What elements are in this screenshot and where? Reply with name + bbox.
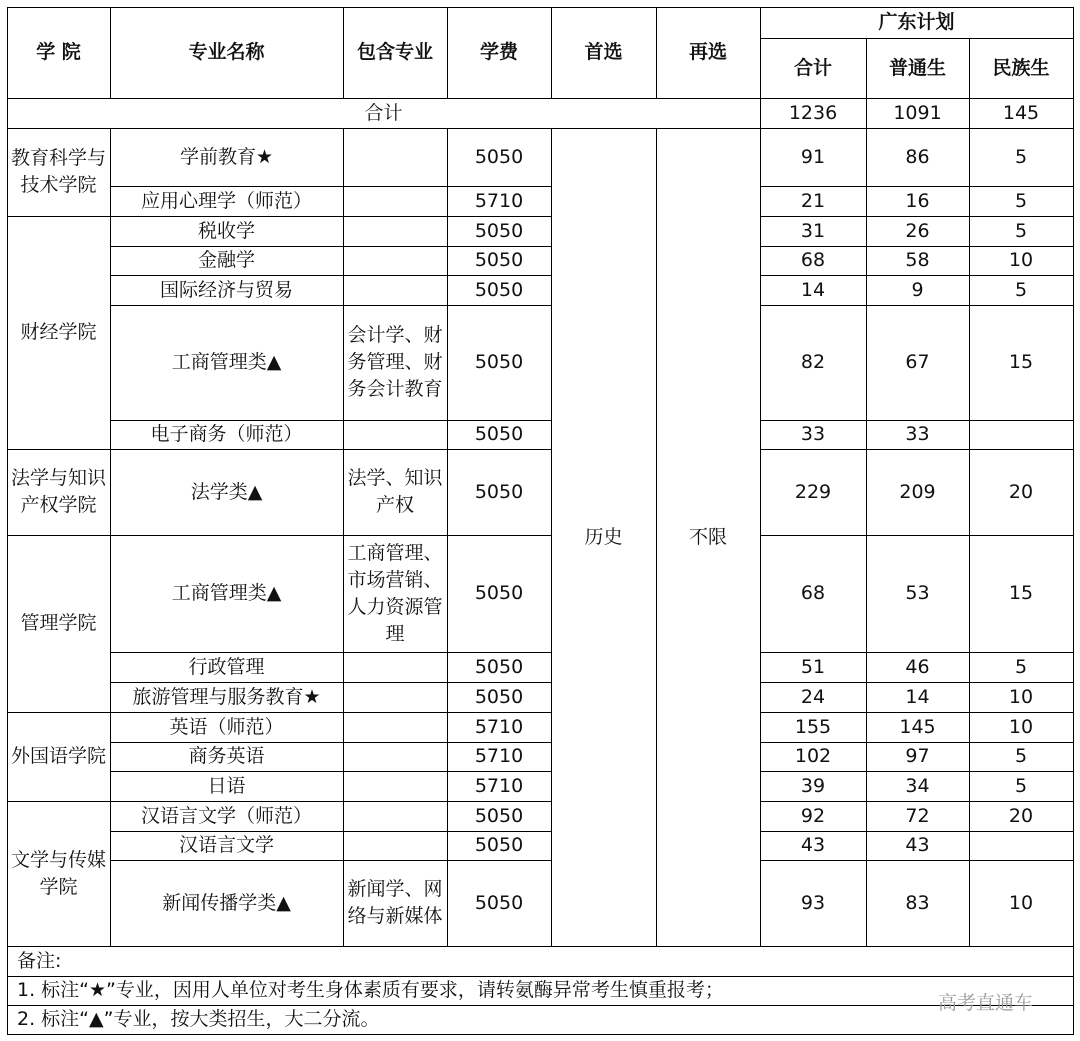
plan-total: 68 — [800, 582, 826, 604]
grid-line — [969, 128, 970, 947]
plan-ethnic: 10 — [1008, 685, 1034, 708]
major-name: 行政管理 — [188, 655, 265, 678]
plan-regular: 67 — [905, 351, 930, 373]
grid-line — [760, 860, 1074, 861]
college-cell: 教育科学与技术学院 — [11, 147, 107, 196]
grid-line — [760, 216, 1074, 217]
plan-ethnic: 5 — [1014, 745, 1028, 767]
major-name: 汉语言文学 — [178, 834, 274, 856]
grid-line — [7, 801, 111, 802]
table-border — [7, 1034, 1074, 1035]
second-choice-value: 不限 — [688, 525, 727, 548]
header-major: 专业名称 — [188, 41, 265, 63]
notes-title: 备注: — [17, 949, 62, 972]
included-majors — [343, 186, 447, 216]
grid-line — [110, 860, 552, 861]
plan-regular: 16 — [905, 189, 930, 212]
plan-total: 93 — [800, 891, 826, 914]
plan-ethnic — [969, 831, 1073, 860]
plan-regular: 14 — [905, 685, 930, 708]
note-1: 1. 标注“★”专业，因用人单位对考生身体素质有要求，请转氨酶异常考生慎重报考； — [17, 979, 724, 1001]
grid-line — [7, 712, 111, 713]
major-name: 商务英语 — [188, 745, 265, 767]
plan-total: 43 — [800, 834, 826, 856]
grid-line — [7, 449, 111, 450]
included-majors — [343, 712, 447, 742]
grid-line — [7, 98, 1074, 99]
header-first-choice: 首选 — [584, 41, 623, 63]
tuition-value: 5050 — [474, 423, 524, 445]
grid-line — [969, 98, 970, 129]
table-border — [7, 7, 8, 1035]
plan-ethnic: 10 — [1008, 715, 1034, 738]
header-college: 学 院 — [36, 41, 81, 63]
tuition-value: 5050 — [474, 685, 524, 708]
grid-line — [7, 128, 1074, 129]
included-majors — [343, 831, 447, 860]
included-majors — [343, 128, 447, 186]
grid-line — [110, 7, 111, 99]
plan-total: 51 — [800, 655, 826, 678]
grid-line — [551, 7, 552, 99]
plan-regular: 97 — [905, 745, 930, 767]
included-majors — [343, 742, 447, 771]
major-name: 学前教育★ — [179, 145, 274, 168]
included-majors: 法学、知识产权 — [347, 467, 443, 516]
plan-regular: 26 — [905, 219, 930, 242]
watermark: 高考直通车 — [938, 992, 1034, 1014]
tuition-value: 5050 — [474, 145, 524, 168]
plan-ethnic: 15 — [1008, 582, 1034, 604]
included-majors — [343, 216, 447, 246]
plan-total: 229 — [794, 480, 832, 503]
grid-line — [110, 742, 552, 743]
college-cell: 财经学院 — [20, 321, 97, 343]
grid-line — [866, 38, 867, 99]
major-name: 税收学 — [197, 219, 255, 242]
included-majors — [343, 246, 447, 275]
college-cell: 外国语学院 — [11, 745, 107, 767]
total-row-ethnic: 145 — [1002, 101, 1040, 124]
tuition-value: 5710 — [474, 189, 524, 212]
tuition-value: 5050 — [474, 249, 524, 271]
grid-line — [969, 38, 970, 99]
plan-total: 155 — [794, 715, 832, 738]
tuition-value: 5710 — [474, 774, 524, 797]
major-name: 国际经济与贸易 — [159, 278, 293, 301]
major-name: 新闻传播学类▲ — [162, 891, 291, 914]
plan-regular: 46 — [905, 655, 930, 678]
plan-regular: 209 — [899, 480, 936, 503]
major-name: 工商管理类▲ — [171, 351, 282, 373]
grid-line — [110, 449, 552, 450]
tuition-value: 5710 — [474, 745, 524, 767]
plan-ethnic: 5 — [1014, 278, 1028, 301]
header-plan-total: 合计 — [793, 56, 832, 79]
plan-regular: 72 — [905, 804, 930, 827]
grid-line — [110, 831, 552, 832]
plan-ethnic: 20 — [1008, 480, 1034, 503]
grid-line — [110, 652, 552, 653]
grid-line — [110, 771, 552, 772]
grid-line — [760, 7, 761, 99]
major-name: 电子商务（师范） — [150, 423, 303, 445]
tuition-value: 5050 — [474, 804, 524, 827]
header-plan-group: 广东计划 — [878, 11, 955, 33]
included-majors — [343, 420, 447, 449]
grid-line — [110, 246, 552, 247]
plan-total: 92 — [800, 804, 826, 827]
grid-line — [110, 420, 552, 421]
header-plan-ethnic: 民族生 — [992, 56, 1050, 79]
plan-ethnic: 10 — [1008, 249, 1034, 271]
plan-total: 102 — [794, 745, 832, 767]
included-majors: 会计学、财务管理、财务会计教育 — [347, 324, 443, 400]
major-name: 应用心理学（师范） — [140, 189, 312, 212]
grid-line — [760, 742, 1074, 743]
grid-line — [760, 652, 1074, 653]
grid-line — [343, 128, 344, 947]
grid-line — [866, 128, 867, 947]
plan-ethnic: 5 — [1014, 145, 1028, 168]
grid-line — [110, 712, 552, 713]
grid-line — [110, 682, 552, 683]
plan-regular: 58 — [905, 249, 930, 271]
first-choice-value: 历史 — [584, 525, 623, 548]
plan-total: 82 — [800, 351, 826, 373]
grid-line — [866, 98, 867, 129]
major-name: 工商管理类▲ — [171, 582, 282, 604]
total-row-total: 1236 — [788, 101, 838, 124]
table-border — [1073, 7, 1074, 1035]
major-name: 旅游管理与服务教育★ — [132, 685, 321, 708]
total-row-regular: 1091 — [893, 101, 942, 124]
grid-line — [760, 420, 1074, 421]
tuition-value: 5050 — [474, 219, 524, 242]
plan-total: 14 — [800, 278, 826, 301]
major-name: 汉语言文学（师范） — [140, 804, 312, 827]
plan-total: 21 — [800, 189, 826, 212]
grid-line — [7, 535, 111, 536]
grid-line — [760, 246, 1074, 247]
grid-line — [760, 771, 1074, 772]
grid-line — [760, 682, 1074, 683]
included-majors — [343, 801, 447, 831]
grid-line — [110, 535, 552, 536]
grid-line — [760, 449, 1074, 450]
grid-line — [760, 305, 1074, 306]
plan-regular: 145 — [899, 715, 936, 738]
header-tuition: 学费 — [479, 41, 518, 63]
tuition-value: 5050 — [474, 655, 524, 678]
grid-line — [760, 98, 761, 129]
grid-line — [7, 976, 1074, 977]
grid-line — [110, 128, 111, 947]
plan-total: 24 — [800, 685, 826, 708]
plan-total: 91 — [800, 145, 826, 168]
plan-regular: 53 — [905, 582, 930, 604]
tuition-value: 5050 — [474, 480, 524, 503]
plan-total: 31 — [800, 219, 826, 242]
major-name: 英语（师范） — [169, 715, 284, 738]
header-second-choice: 再选 — [688, 41, 727, 63]
table-border — [7, 7, 1074, 8]
included-majors: 工商管理、市场营销、人力资源管理 — [347, 541, 443, 645]
major-name: 日语 — [207, 774, 246, 797]
grid-line — [760, 801, 1074, 802]
grid-line — [110, 216, 552, 217]
grid-line — [656, 7, 657, 99]
plan-ethnic: 10 — [1008, 891, 1034, 914]
grid-line — [110, 305, 552, 306]
plan-ethnic: 20 — [1008, 804, 1034, 827]
plan-regular: 9 — [911, 278, 924, 301]
grid-line — [110, 801, 552, 802]
tuition-value: 5050 — [474, 351, 524, 373]
college-cell: 法学与知识产权学院 — [11, 467, 107, 516]
included-majors — [343, 652, 447, 682]
major-name: 金融学 — [197, 249, 255, 271]
plan-ethnic: 5 — [1014, 774, 1028, 797]
grid-line — [110, 275, 552, 276]
grid-line — [7, 1005, 1074, 1006]
plan-total: 33 — [800, 423, 826, 445]
grid-line — [760, 712, 1074, 713]
grid-line — [551, 128, 552, 947]
grid-line — [7, 946, 1074, 947]
grid-line — [110, 186, 552, 187]
grid-line — [656, 128, 657, 947]
plan-regular: 86 — [905, 145, 930, 168]
grid-line — [760, 535, 1074, 536]
grid-line — [760, 38, 1074, 39]
tuition-value: 5050 — [474, 834, 524, 856]
grid-line — [343, 7, 344, 99]
plan-ethnic: 5 — [1014, 189, 1028, 212]
grid-line — [760, 275, 1074, 276]
tuition-value: 5710 — [474, 715, 524, 738]
included-majors: 新闻学、网络与新媒体 — [347, 878, 443, 927]
tuition-value: 5050 — [474, 891, 524, 914]
grid-line — [760, 128, 761, 947]
major-name: 法学类▲ — [190, 480, 263, 503]
grid-line — [7, 216, 111, 217]
header-included: 包含专业 — [356, 41, 433, 63]
total-row-label: 合计 — [364, 101, 403, 124]
tuition-value: 5050 — [474, 278, 524, 301]
plan-regular: 83 — [905, 891, 930, 914]
plan-ethnic — [969, 420, 1073, 449]
plan-ethnic: 5 — [1014, 219, 1028, 242]
header-plan-regular: 普通生 — [888, 56, 946, 79]
grid-line — [447, 128, 448, 947]
included-majors — [343, 682, 447, 712]
college-cell: 文学与传媒学院 — [11, 848, 107, 898]
plan-regular: 33 — [905, 423, 930, 445]
college-cell: 管理学院 — [20, 612, 97, 634]
plan-ethnic: 5 — [1014, 655, 1028, 678]
plan-total: 68 — [800, 249, 826, 271]
grid-line — [447, 7, 448, 99]
plan-ethnic: 15 — [1008, 351, 1034, 373]
plan-total: 39 — [800, 774, 826, 797]
note-2: 2. 标注“▲”专业，按大类招生，大二分流。 — [17, 1008, 380, 1030]
included-majors — [343, 275, 447, 305]
plan-regular: 34 — [905, 774, 930, 797]
grid-line — [760, 831, 1074, 832]
tuition-value: 5050 — [474, 582, 524, 604]
included-majors — [343, 771, 447, 801]
grid-line — [760, 186, 1074, 187]
plan-regular: 43 — [905, 834, 930, 856]
